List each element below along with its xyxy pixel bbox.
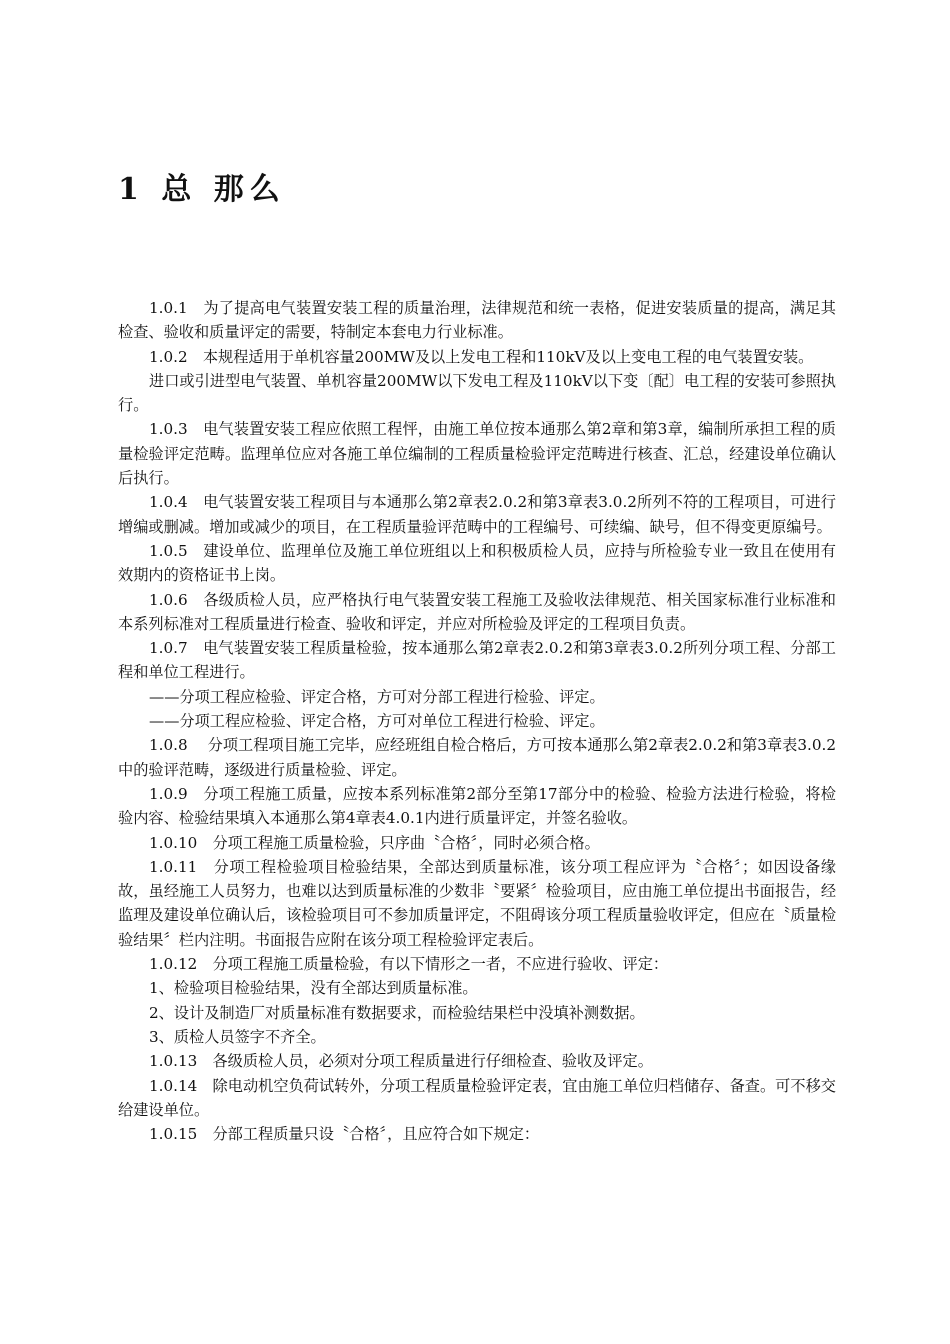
paragraph-1-0-9: 1.0.9 分项工程施工质量，应按本系列标准第2部分至第17部分中的检验、检验方法进行检验，将检验内容、检验结果填入本通那么第4章表4.0.1内进行质量评定，并签名验收。: [118, 784, 836, 828]
list-item-3: 3、质检人员签字不齐全。: [149, 1027, 326, 1046]
paragraph-1-0-15: 1.0.15 分部工程质量只设〝合格〞，且应符合如下规定：: [149, 1125, 540, 1144]
paragraph-1-0-11: 1.0.11 分项工程检验项目检验结果，全部达到质量标准，该分项工程应评为〝合格〞；如因设备缘故，虽经施工人员努力，也难以达到质量标准的少数非〝要紧〞检验项目，应由施工单位提出书面报告，经监理及建设单位确认后，该检验项目可不参加质量评定，不阻碍该分项工程质量验收评定，但应在〝质量检验结果〞栏内注明。书面报告应附在该分项工程检验评定表后。: [118, 857, 836, 949]
paragraph-1-0-6: 1.0.6 各级质检人员，应严格执行电气装置安装工程施工及验收法律规范、相关国家标准行业标准和本系列标准对工程质量进行检查、验收和评定，并应对所检验及评定的工程项目负责。: [118, 590, 836, 633]
paragraph-1-0-1: 1.0.1 为了提高电气装置安装工程的质量治理，法律规范和统一表格，促进安装质量的提高，满足其检查、验收和质量评定的需要，特制定本套电力行业标准。: [118, 299, 836, 342]
list-item-2: 2、设计及制造厂对质量标准有数据要求，而检验结果栏中没填补测数据。: [149, 1003, 645, 1022]
document-body: [118, 296, 836, 1146]
dash-item-division: ——分项工程应检验、评定合格，方可对分部工程进行检验、评定。: [149, 687, 605, 706]
paragraph-1-0-4: 1.0.4 电气装置安装工程项目与本通那么第2章表2.0.2和第3章表3.0.2所列不符的工程项目，可进行增编或删减。增加或减少的项目，在工程质量验评范畴中的工程编号、可续编、缺号，但不得变更原编号。: [118, 493, 836, 536]
paragraph-1-0-8: 1.0.8 分项工程项目施工完毕，应经班组自检合格后，方可按本通那么第2章表2.0.2和第3章表3.0.2中的验评范畴，逐级进行质量检验、评定。: [118, 736, 836, 779]
paragraph-1-0-2: 1.0.2 本规程适用于单机容量200MW及以上发电工程和110kV及以上变电工程的电气装置安装。: [149, 347, 814, 366]
paragraph-1-0-10: 1.0.10 分项工程施工质量检验，只序曲〝合格〞，同时必须合格。: [149, 833, 600, 852]
paragraph-1-0-7: 1.0.7 电气装置安装工程质量检验，按本通那么第2章表2.0.2和第3章表3.0.2所列分项工程、分部工程和单位工程进行。: [118, 639, 836, 682]
paragraph-1-0-12: 1.0.12 分项工程施工质量检验，有以下情形之一者，不应进行验收、评定：: [149, 955, 669, 974]
dash-item-unit: ——分项工程应检验、评定合格，方可对单位工程进行检验、评定。: [149, 712, 605, 731]
paragraph-1-0-3: 1.0.3 电气装置安装工程应依照工程怦，由施工单位按本通那么第2章和第3章，编制所承担工程的质量检验评定范畴。监理单位应对各施工单位编制的工程质量检验评定范畴进行核查、汇总，经建设单位确认后执行。: [118, 420, 836, 488]
paragraph-1-0-14: 1.0.14 除电动机空负荷试转外，分项工程质量检验评定表，宜由施工单位归档储存、备查。可不移交给建设单位。: [118, 1076, 836, 1119]
paragraph-1-0-13: 1.0.13 各级质检人员，必须对分项工程质量进行仔细检查、验收及评定。: [149, 1052, 653, 1071]
list-item-1: 1、检验项目检验结果，没有全部达到质量标准。: [149, 979, 478, 998]
chapter-title: 1 总 那么: [118, 172, 286, 207]
paragraph-imported-equipment: 进口或引进型电气装置、单机容量200MW以下发电工程及110kV以下变〔配〕电工程的安装可参照执行。: [118, 371, 836, 415]
paragraph-1-0-5: 1.0.5 建设单位、监理单位及施工单位班组以上和积极质检人员，应持与所检验专业一致且在使用有效期内的资格证书上岗。: [118, 541, 836, 585]
